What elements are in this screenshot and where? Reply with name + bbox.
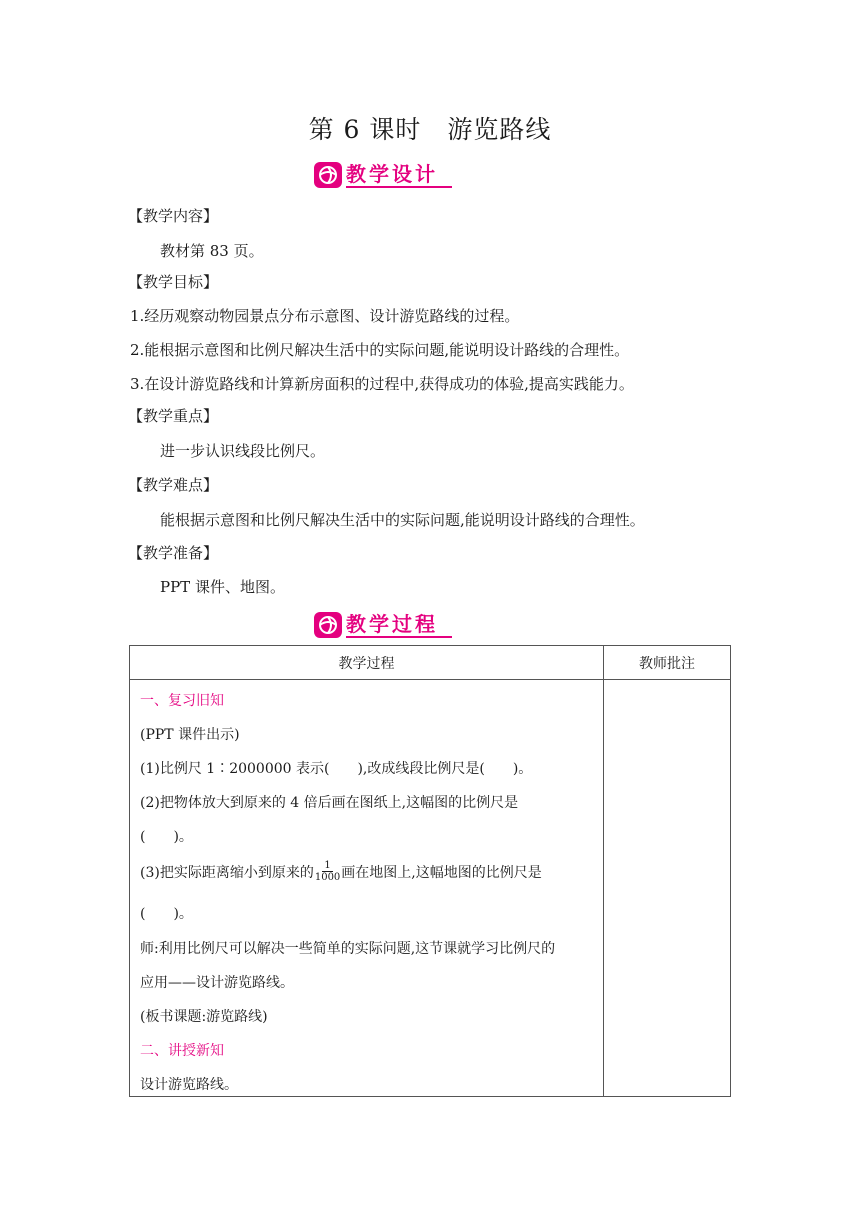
design-route-text: 设计游览路线。 (140, 1077, 238, 1093)
swirl-logo-icon (314, 162, 342, 188)
header-teacher-notes: 教师批注 (604, 646, 731, 680)
teacher-remark-1: 师:利用比例尺可以解决一些简单的实际问题,这节课就学习比例尺的 (140, 941, 556, 957)
key-text: 进一步认识线段比例尺。 (160, 442, 326, 460)
question-2-blank: ( )。 (140, 829, 193, 845)
prep-text: PPT 课件、地图。 (160, 578, 285, 596)
fraction-numerator: 1 (324, 860, 331, 871)
banner-label: 教学设计 (346, 162, 452, 188)
teacher-remark-2: 应用——设计游览路线。 (140, 975, 294, 991)
teacher-notes-cell (604, 680, 731, 1097)
question-2: (2)把物体放大到原来的 4 倍后画在图纸上,这幅图的比例尺是 (140, 795, 519, 811)
question-3-suffix: 画在地图上,这幅地图的比例尺是 (341, 864, 542, 881)
board-note: (板书课题:游览路线) (140, 1009, 268, 1025)
new-knowledge-heading: 二、讲授新知 (140, 1043, 224, 1059)
section-heading-prep: 【教学准备】 (128, 544, 219, 562)
banner-label: 教学过程 (346, 612, 452, 638)
ppt-note: (PPT 课件出示) (140, 727, 240, 743)
teaching-process-table (129, 645, 731, 1097)
process-cell (130, 680, 604, 1097)
fraction-denominator: 1000 (314, 872, 341, 883)
content-text: 教材第 83 页。 (160, 242, 264, 260)
swirl-logo-icon (314, 612, 342, 638)
section-heading-difficulty: 【教学难点】 (128, 476, 219, 494)
question-3-prefix: (3)把实际距离缩小到原来的 (140, 864, 314, 881)
difficulty-text: 能根据示意图和比例尺解决生活中的实际问题,能说明设计路线的合理性。 (160, 511, 645, 529)
table-row (130, 680, 731, 1097)
header-process: 教学过程 (130, 646, 604, 680)
banner-teaching-design (314, 160, 452, 190)
goal-item: 2.能根据示意图和比例尺解决生活中的实际问题,能说明设计路线的合理性。 (130, 341, 630, 359)
fraction (315, 860, 340, 883)
goal-item: 3.在设计游览路线和计算新房面积的过程中,获得成功的体验,提高实践能力。 (130, 375, 634, 393)
section-heading-goals: 【教学目标】 (128, 273, 219, 291)
banner-teaching-process (314, 610, 452, 640)
question-3-blank: ( )。 (140, 906, 193, 922)
review-heading: 一、复习旧知 (140, 693, 224, 709)
question-1: (1)比例尺 1∶2000000 表示( ),改成线段比例尺是( )。 (140, 761, 533, 777)
table-header-row (130, 646, 731, 680)
goal-item: 1.经历观察动物园景点分布示意图、设计游览路线的过程。 (130, 307, 520, 325)
page-title: 第 6 课时 游览路线 (308, 115, 552, 144)
question-3 (140, 860, 542, 883)
section-heading-content: 【教学内容】 (128, 207, 219, 225)
section-heading-key: 【教学重点】 (128, 407, 219, 425)
